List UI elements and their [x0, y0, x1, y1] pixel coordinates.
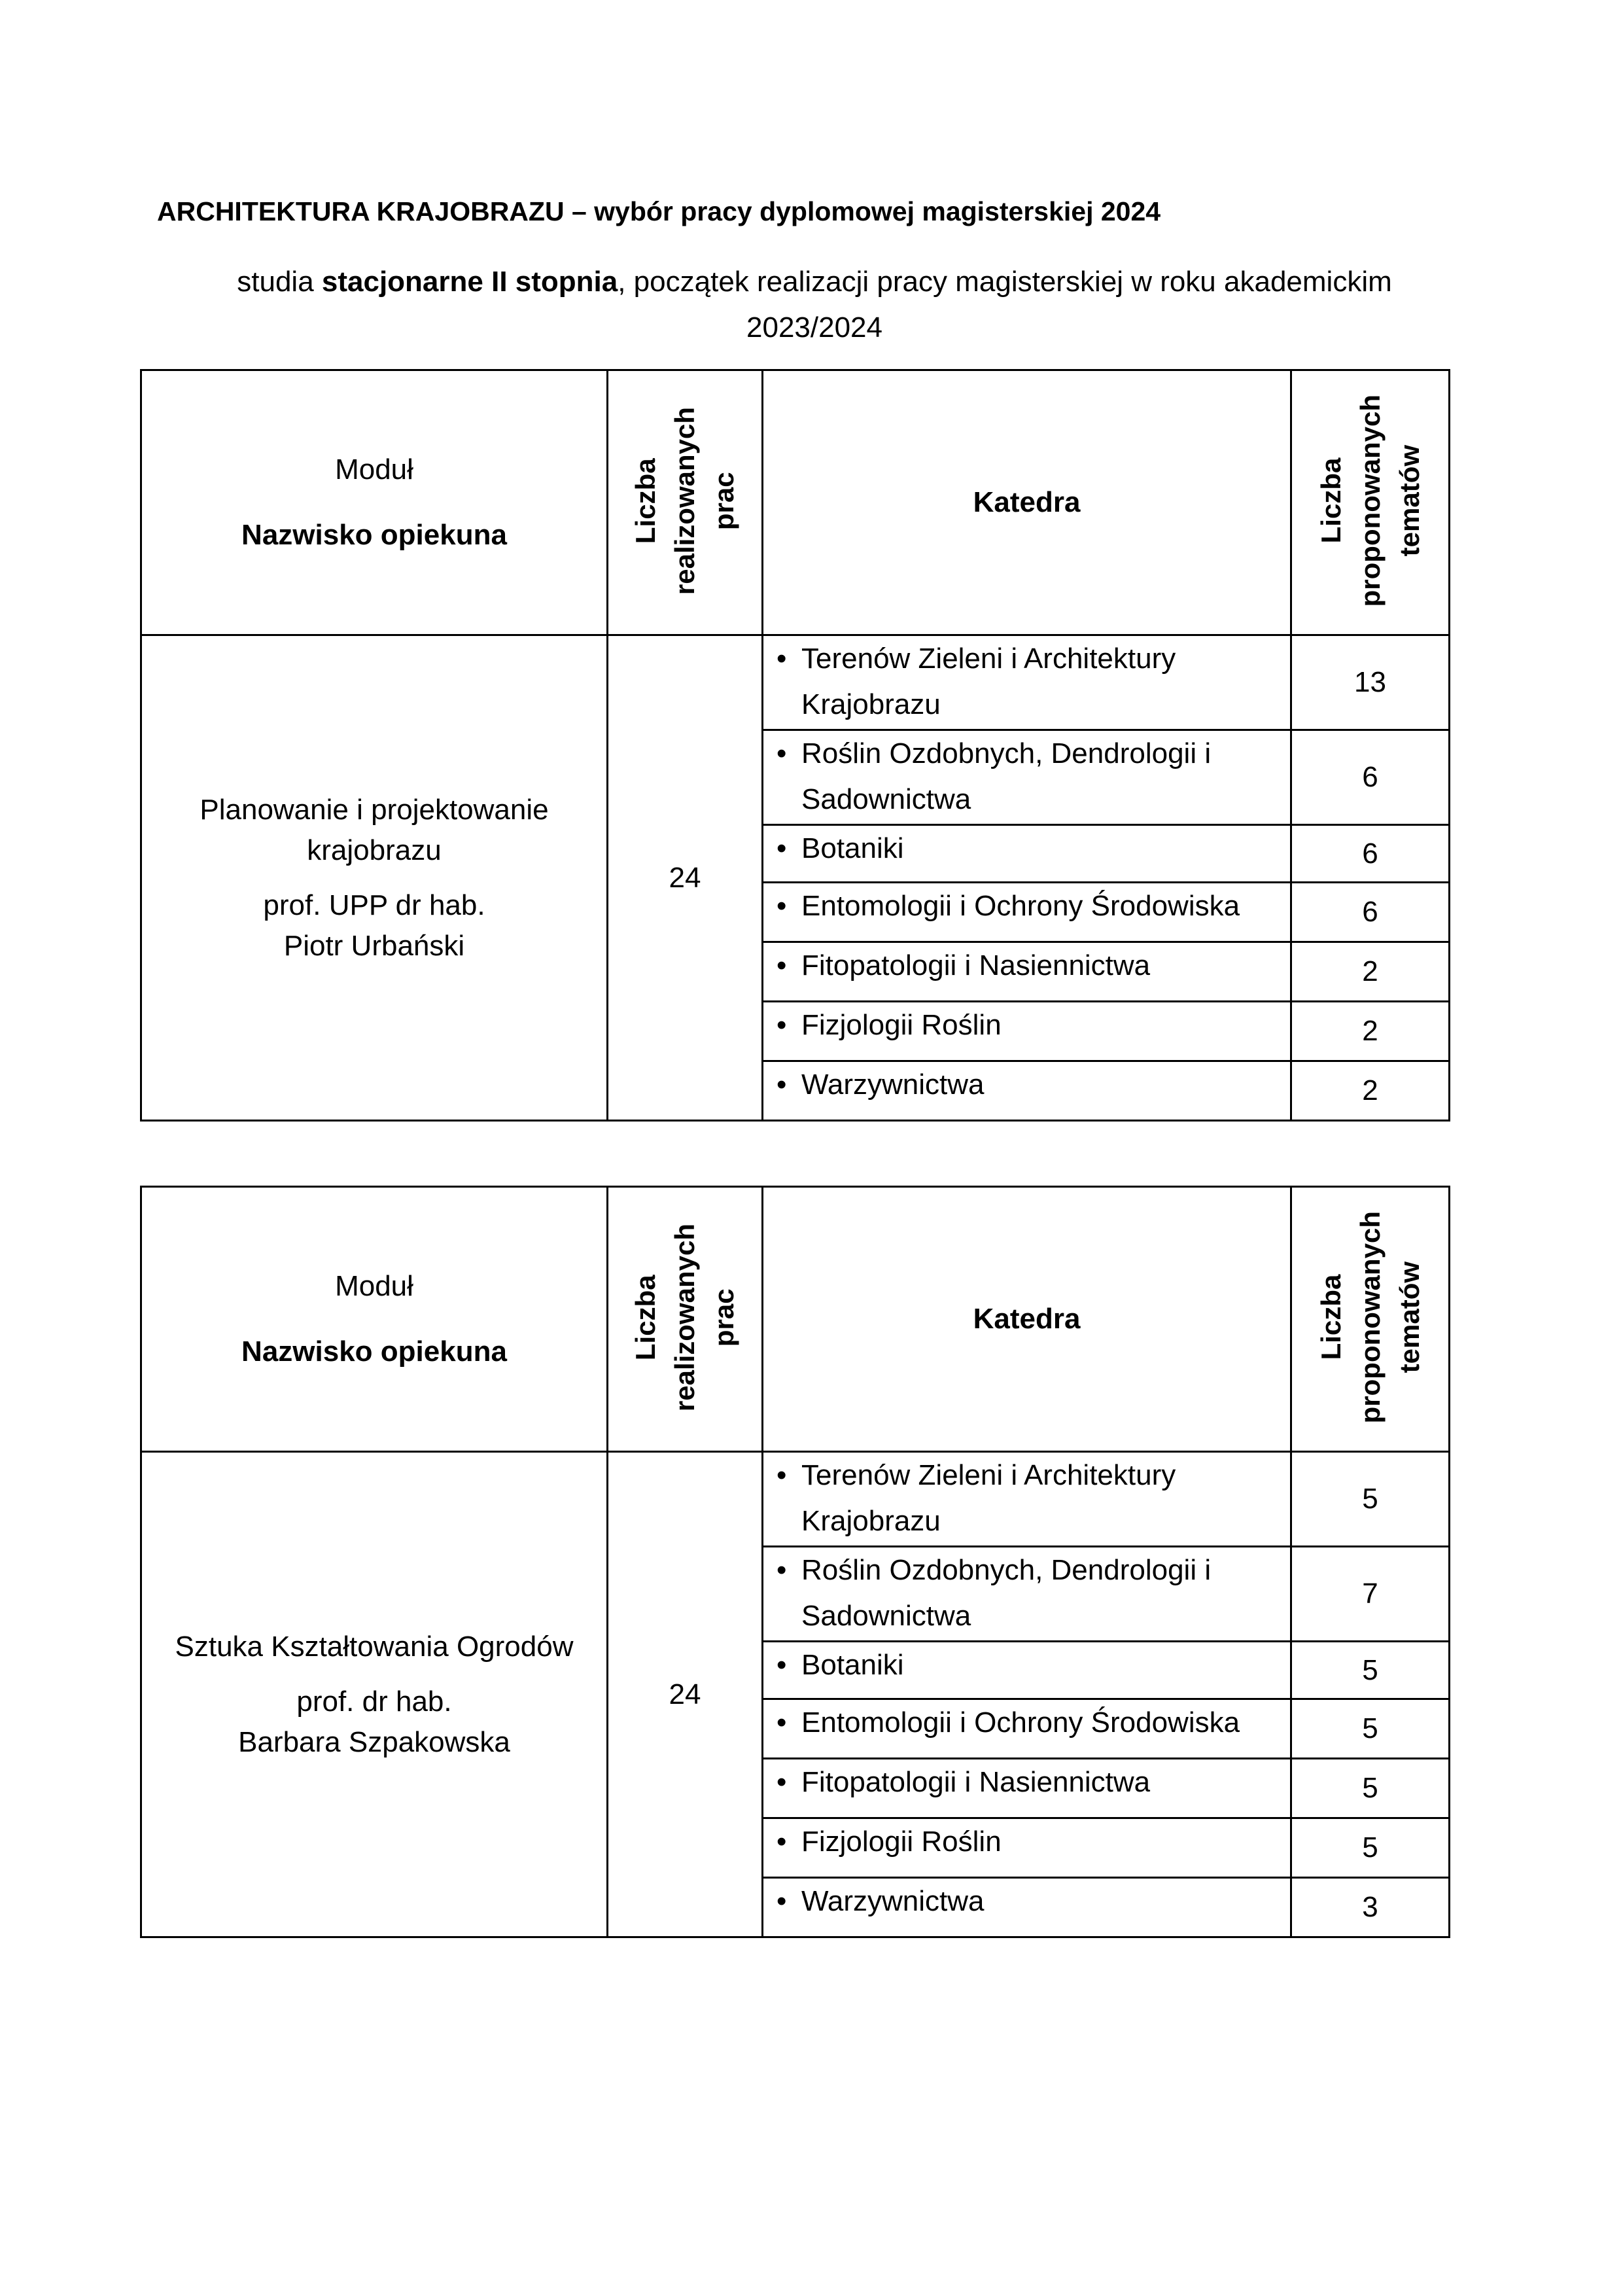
module-table-2 — [140, 1186, 1450, 1938]
header-topics-line2: proponowanych — [1354, 395, 1386, 607]
department-cell — [763, 1642, 1291, 1699]
works-count: 24 — [608, 1452, 763, 1937]
bullet-icon: • — [777, 1554, 787, 1586]
module-cell — [141, 635, 608, 1121]
header-supervisor-label: Nazwisko opiekuna — [241, 1335, 507, 1368]
topics-count: 5 — [1291, 1759, 1450, 1818]
department-cell — [763, 635, 1291, 730]
supervisor-line1: prof. dr hab. — [296, 1685, 452, 1718]
department-name: Botaniki — [801, 832, 904, 864]
topics-count: 5 — [1291, 1699, 1450, 1759]
header-works-line1: Liczba — [630, 1275, 661, 1360]
header-works-line1: Liczba — [630, 458, 661, 544]
bullet-icon: • — [777, 643, 787, 675]
header-topics-line2: proponowanych — [1354, 1211, 1386, 1424]
header-module-label: Moduł — [335, 1270, 413, 1302]
topics-count: 6 — [1291, 825, 1450, 883]
header-module — [141, 1187, 608, 1452]
bullet-icon: • — [777, 1069, 787, 1101]
department-name: Warzywnictwa — [801, 1885, 985, 1917]
topics-count: 5 — [1291, 1452, 1450, 1547]
bullet-icon: • — [777, 1766, 787, 1798]
header-department: Katedra — [763, 1187, 1291, 1452]
topics-count: 7 — [1291, 1547, 1450, 1642]
department-name: Entomologii i Ochrony Środowiska — [801, 890, 1240, 922]
bullet-icon: • — [777, 1459, 787, 1491]
header-works-line2: realizowanych — [669, 406, 700, 595]
document-title: ARCHITEKTURA KRAJOBRAZU – wybór pracy dyplomowej magisterskiej 2024 — [157, 196, 1161, 226]
department-cell — [763, 1759, 1291, 1818]
subtitle-pre: studia — [237, 266, 322, 298]
department-cell — [763, 1818, 1291, 1878]
topics-count: 2 — [1291, 1002, 1450, 1061]
department-cell — [763, 1061, 1291, 1121]
topics-count: 6 — [1291, 883, 1450, 942]
department-name: Botaniki — [801, 1649, 904, 1681]
topics-count: 13 — [1291, 635, 1450, 730]
department-name: Fitopatologii i Nasiennictwa — [801, 1766, 1151, 1798]
department-name: Fizjologii Roślin — [801, 1009, 1002, 1041]
department-cell — [763, 730, 1291, 825]
table-header-row — [141, 1187, 1450, 1452]
department-cell — [763, 883, 1291, 942]
department-name: Fitopatologii i Nasiennictwa — [801, 949, 1151, 981]
supervisor-line2: Piotr Urbański — [283, 929, 465, 962]
bullet-icon: • — [777, 1826, 787, 1858]
header-works-count — [608, 1187, 763, 1452]
supervisor-line1: prof. UPP dr hab. — [263, 889, 485, 921]
header-topics-line1: Liczba — [1315, 1275, 1346, 1360]
subtitle-post: , początek realizacji pracy magisterskiej w roku akademickim — [618, 266, 1392, 298]
header-supervisor-label: Nazwisko opiekuna — [241, 519, 507, 551]
subtitle-year: 2023/2024 — [746, 311, 882, 344]
subtitle-bold: stacjonarne II stopnia — [321, 266, 618, 298]
department-name: Warzywnictwa — [801, 1069, 985, 1101]
header-works-line3: prac — [708, 472, 739, 530]
table-header-row — [141, 370, 1450, 635]
department-name: Terenów Zieleni i Architektury Krajobrazu — [801, 643, 1176, 720]
topics-count: 2 — [1291, 942, 1450, 1002]
header-module-label: Moduł — [335, 453, 413, 486]
header-topics-line3: tematów — [1393, 1262, 1425, 1373]
table-row — [141, 635, 1450, 730]
header-topics-line3: tematów — [1393, 445, 1425, 557]
department-cell — [763, 1699, 1291, 1759]
header-works-count — [608, 370, 763, 635]
header-module — [141, 370, 608, 635]
bullet-icon: • — [777, 1706, 787, 1739]
header-department: Katedra — [763, 370, 1291, 635]
bullet-icon: • — [777, 737, 787, 769]
topics-count: 2 — [1291, 1061, 1450, 1121]
department-cell — [763, 1452, 1291, 1547]
works-count: 24 — [608, 635, 763, 1121]
header-topics-count — [1291, 1187, 1450, 1452]
bullet-icon: • — [777, 890, 787, 922]
department-cell — [763, 1547, 1291, 1642]
topics-count: 3 — [1291, 1878, 1450, 1937]
topics-count: 6 — [1291, 730, 1450, 825]
module-name-line1: Sztuka Kształtowania Ogrodów — [175, 1630, 574, 1663]
bullet-icon: • — [777, 832, 787, 864]
header-works-line3: prac — [708, 1288, 739, 1347]
header-topics-count — [1291, 370, 1450, 635]
department-name: Fizjologii Roślin — [801, 1826, 1002, 1858]
header-works-line2: realizowanych — [669, 1223, 700, 1412]
department-name: Roślin Ozdobnych, Dendrologii i Sadownictwa — [801, 737, 1212, 815]
table-row — [141, 1452, 1450, 1547]
topics-count: 5 — [1291, 1642, 1450, 1699]
department-cell — [763, 942, 1291, 1002]
bullet-icon: • — [777, 1009, 787, 1041]
module-cell — [141, 1452, 608, 1937]
module-table-1 — [140, 369, 1450, 1122]
department-cell — [763, 825, 1291, 883]
bullet-icon: • — [777, 1649, 787, 1681]
topics-count: 5 — [1291, 1818, 1450, 1878]
module-name-line2: krajobrazu — [307, 834, 442, 866]
document-subtitle — [141, 259, 1488, 351]
header-topics-line1: Liczba — [1315, 458, 1346, 544]
bullet-icon: • — [777, 1885, 787, 1917]
department-cell — [763, 1002, 1291, 1061]
bullet-icon: • — [777, 949, 787, 981]
department-cell — [763, 1878, 1291, 1937]
department-name: Entomologii i Ochrony Środowiska — [801, 1706, 1240, 1739]
supervisor-line2: Barbara Szpakowska — [238, 1725, 510, 1758]
module-name-line1: Planowanie i projektowanie — [200, 793, 549, 826]
department-name: Roślin Ozdobnych, Dendrologii i Sadownictwa — [801, 1554, 1212, 1632]
department-name: Terenów Zieleni i Architektury Krajobrazu — [801, 1459, 1176, 1537]
